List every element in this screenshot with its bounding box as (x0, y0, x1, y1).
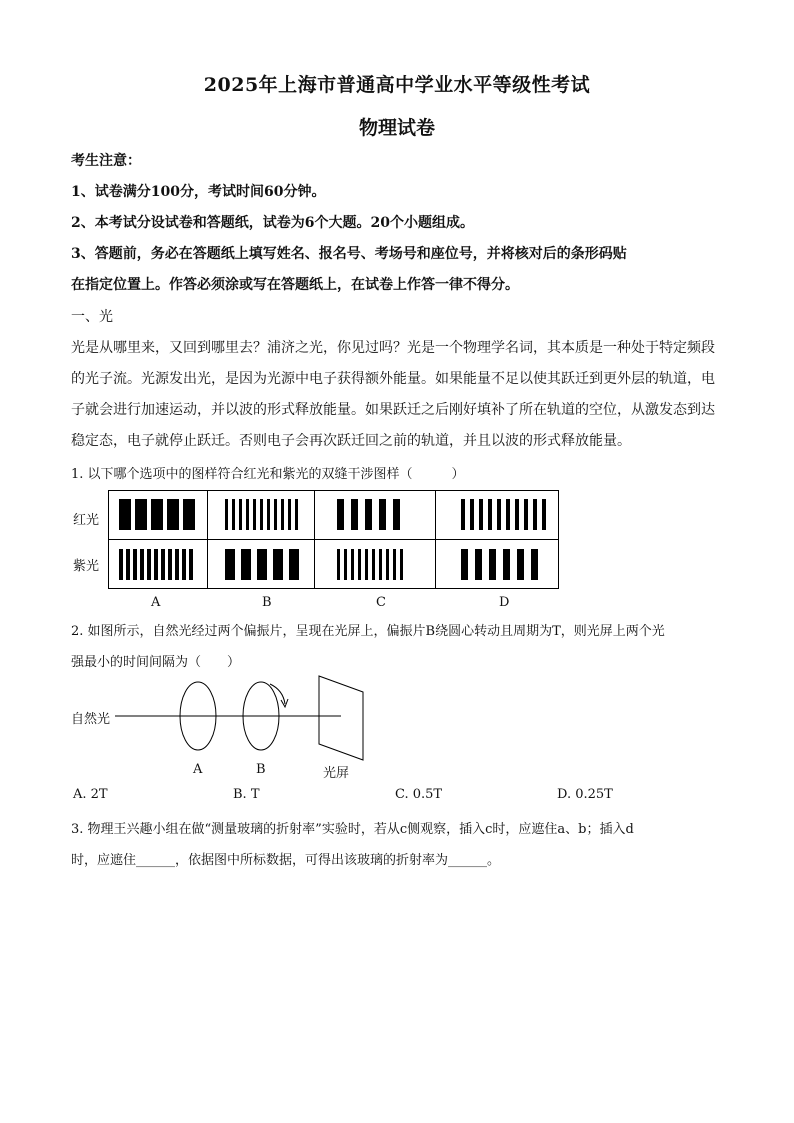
fringe-bar (479, 499, 483, 530)
fringe-bar (151, 499, 163, 530)
natural-light-label: 自然光 (71, 712, 111, 727)
fringe-bar (400, 549, 403, 580)
exam-title: 2025年上海市普通高中学业水平等级性考试 (203, 74, 591, 96)
notice-item: 2、本考试分设试卷和答题纸，试卷为6个大题。20个小题组成。 (71, 215, 474, 231)
fringe-bar (241, 549, 251, 580)
fringe-bar (379, 499, 386, 530)
fringe-bar (246, 499, 249, 530)
fringe-bar (168, 549, 172, 580)
fringe-bar (182, 549, 186, 580)
interference-pattern-grid (108, 490, 560, 590)
fringe-bar (365, 549, 368, 580)
fringe-bar (253, 499, 256, 530)
fringe-bar (189, 549, 193, 580)
fringe-bar (140, 549, 144, 580)
column-label-b: B (262, 595, 272, 610)
screen-label: 光屏 (323, 766, 350, 781)
fringe-bar (393, 499, 400, 530)
fringe-bar (167, 499, 179, 530)
fringe-bar (393, 549, 396, 580)
question-2-text: 强最小的时间间隔为（ ） (71, 655, 241, 670)
fringe-bar (337, 499, 344, 530)
fringe-bar (175, 549, 179, 580)
fringe-bar (497, 499, 501, 530)
fringe-bar (470, 499, 474, 530)
fringe-bar (461, 549, 468, 580)
fringe-bar (488, 499, 492, 530)
question-2-text: 2. 如图所示，自然光经过两个偏振片，呈现在光屏上，偏振片B绕圆心转动且周期为T，则光屏上两个光 (71, 624, 665, 639)
fringe-bar (260, 499, 263, 530)
fringe-bar (257, 549, 267, 580)
row-label-red: 红光 (73, 513, 100, 528)
option-d: D. 0.25T (557, 787, 613, 802)
fringe-bar (183, 499, 195, 530)
fringe-bar (351, 549, 354, 580)
column-label-d: D (499, 595, 510, 610)
option-a: A. 2T (73, 787, 108, 802)
intro-line: 光是从哪里来，又回到哪里去？浦济之光，你见过吗？光是一个物理学名词，其本质是一种处于特定频段 (71, 340, 715, 356)
fringe-bar (489, 549, 496, 580)
notice-item: 1、试卷满分100分，考试时间60分钟。 (71, 184, 326, 200)
fringe-bar (386, 549, 389, 580)
fringe-bar (147, 549, 151, 580)
notice-item: 在指定位置上。作答必须涂或写在答题纸上，在试卷上作答一律不得分。 (71, 277, 519, 293)
fringe-bar (289, 549, 299, 580)
column-label-c: C (376, 595, 386, 610)
fringe-bar (161, 549, 165, 580)
fringe-bar (126, 549, 130, 580)
fringe-bar (524, 499, 528, 530)
fringe-bar (281, 499, 284, 530)
question-3-text: 时，应遮住______，依据图中所标数据，可得出该玻璃的折射率为______。 (71, 853, 501, 868)
intro-line: 子就会进行加速运动，并以波的形式释放能量。如果跃迁之后刚好填补了所在轨道的空位，从激发态到达 (71, 402, 715, 418)
fringe-bar (372, 549, 375, 580)
section-heading: 一、光 (71, 309, 113, 325)
notice-heading: 考生注意： (71, 153, 141, 169)
fringe-bar (475, 549, 482, 580)
fringe-bar (379, 549, 382, 580)
question-3-text: 3. 物理王兴趣小组在做“测量玻璃的折射率”实验时，若从c侧观察，插入c时，应遮住a、b；插入d (71, 822, 634, 837)
notice-item: 3、答题前，务必在答题纸上填写姓名、报名号、考场号和座位号，并将核对后的条形码贴 (71, 246, 627, 262)
fringe-bar (154, 549, 158, 580)
fringe-bar (273, 549, 283, 580)
fringe-bar (344, 549, 347, 580)
option-c: C. 0.5T (395, 787, 443, 802)
fringe-bar (295, 499, 298, 530)
exam-subtitle: 物理试卷 (358, 117, 435, 139)
fringe-bar (288, 499, 291, 530)
fringe-bar (337, 549, 340, 580)
fringe-bar (274, 499, 277, 530)
fringe-bar (533, 499, 537, 530)
fringe-bar (358, 549, 361, 580)
option-b: B. T (233, 787, 260, 802)
polarizer-diagram (115, 670, 375, 770)
fringe-bar (542, 499, 546, 530)
fringe-bar (119, 499, 131, 530)
fringe-bar (267, 499, 270, 530)
fringe-bar (225, 549, 235, 580)
fringe-bar (225, 499, 228, 530)
intro-line: 稳定态，电子就停止跃迁。否则电子会再次跃迁回之前的轨道，并且以波的形式释放能量。 (71, 433, 631, 449)
fringe-bar (135, 499, 147, 530)
fringe-bar (365, 499, 372, 530)
fringe-bar (232, 499, 235, 530)
question-1-text: 1. 以下哪个选项中的图样符合红光和紫光的双缝干涉图样（ ） (71, 467, 465, 482)
intro-line: 的光子流。光源发出光，是因为光源中电子获得额外能量。如果能量不足以使其跃迁到更外层的轨道，电 (71, 371, 715, 387)
fringe-bar (133, 549, 137, 580)
fringe-bar (517, 549, 524, 580)
fringe-bar (515, 499, 519, 530)
fringe-bar (503, 549, 510, 580)
polarizer-b-label: B (256, 762, 266, 777)
column-label-a: A (151, 595, 161, 610)
fringe-bar (351, 499, 358, 530)
light-screen (319, 676, 363, 760)
fringe-bar (461, 499, 465, 530)
fringe-bar (531, 549, 538, 580)
fringe-bar (506, 499, 510, 530)
row-label-violet: 紫光 (73, 559, 100, 574)
fringe-bar (239, 499, 242, 530)
polarizer-a-label: A (193, 762, 203, 777)
fringe-bar (119, 549, 123, 580)
